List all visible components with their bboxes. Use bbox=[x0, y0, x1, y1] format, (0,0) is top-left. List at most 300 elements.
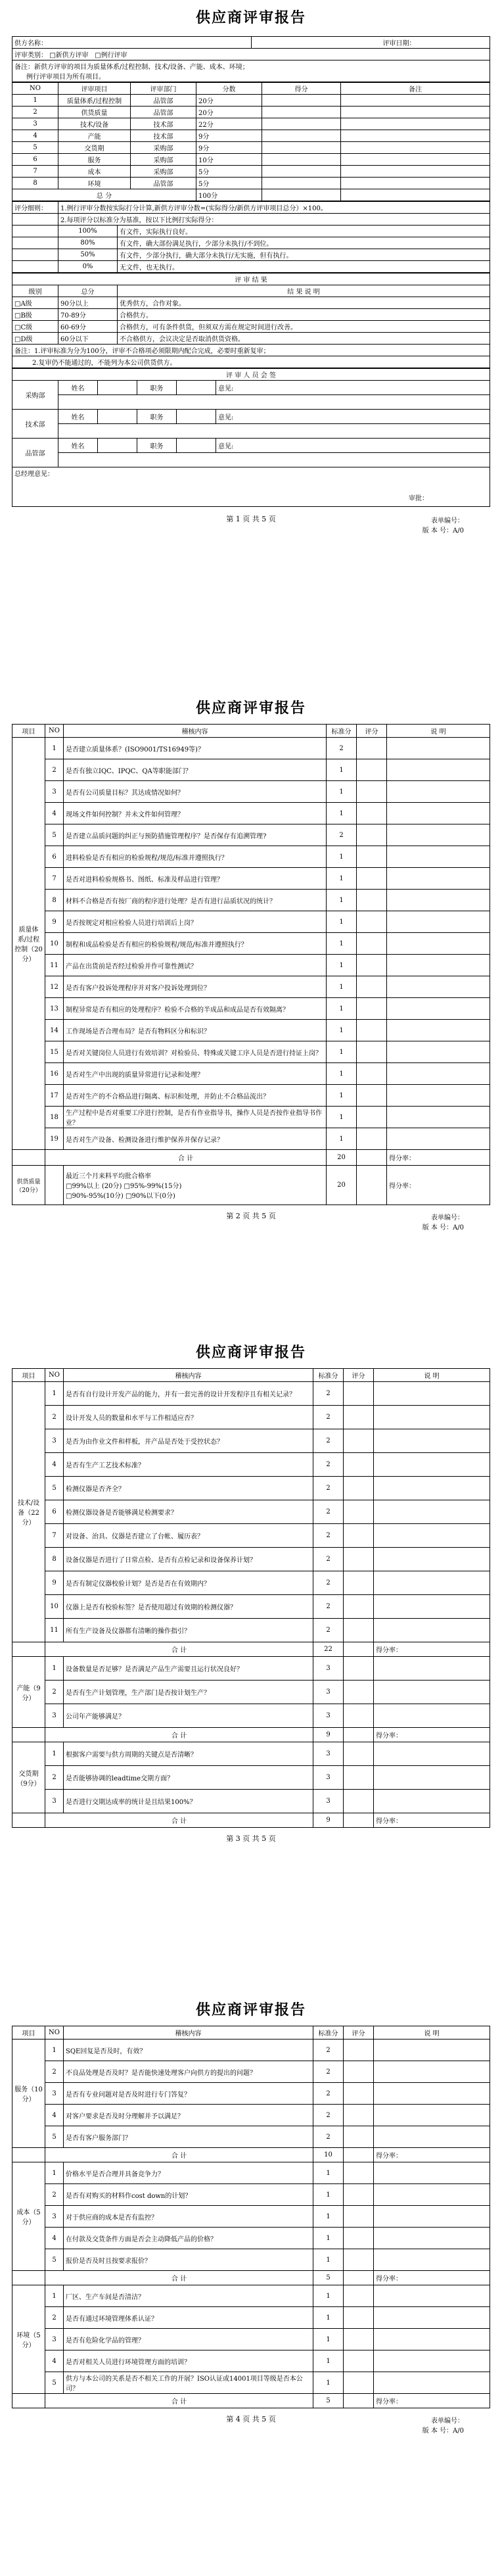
audit-row bbox=[12, 976, 490, 998]
page-number: 第 4 页 共 5 页 bbox=[226, 2415, 276, 2423]
supply-options[interactable] bbox=[64, 1166, 327, 1205]
audit-row bbox=[12, 998, 490, 1020]
row-std: 1 bbox=[327, 803, 357, 824]
row-no: 2 bbox=[45, 759, 64, 781]
row-content: 是否有制定仪器校验计划？是否是否在有效期内？ bbox=[64, 1571, 313, 1595]
doc-title: 供应商评审报告 bbox=[195, 1344, 306, 1361]
remark-input[interactable] bbox=[341, 95, 490, 107]
item-name: 服务 bbox=[58, 154, 131, 166]
row-content: 是否按规定对相应检验人员进行培训后上岗？ bbox=[64, 911, 327, 933]
member-name-input[interactable] bbox=[98, 381, 137, 395]
member-name-label: 姓名 bbox=[58, 439, 98, 453]
score-input[interactable] bbox=[262, 166, 341, 178]
audit-row bbox=[12, 1619, 490, 1642]
member-name-input[interactable] bbox=[98, 439, 137, 453]
row-note-input[interactable] bbox=[374, 2184, 490, 2206]
member-opinion[interactable]: 意见: bbox=[216, 410, 490, 424]
audit-row bbox=[12, 1406, 490, 1429]
item-name: 质量体系/过程控制 bbox=[58, 95, 131, 107]
audit-row bbox=[12, 1382, 490, 1406]
eval-date-field[interactable] bbox=[251, 37, 490, 49]
row-score-input[interactable] bbox=[344, 2350, 374, 2372]
row-note-input[interactable] bbox=[387, 1063, 490, 1085]
row-note-input[interactable] bbox=[374, 1571, 490, 1595]
page-number: 第 3 页 共 5 页 bbox=[226, 1834, 276, 1843]
row-note-input[interactable] bbox=[374, 1595, 490, 1619]
row-no: 5 bbox=[45, 2249, 64, 2271]
subtotal-std: 20 bbox=[327, 1150, 357, 1166]
row-note-input[interactable] bbox=[374, 2228, 490, 2249]
col-score: 分数 bbox=[196, 83, 262, 95]
audit-row bbox=[12, 933, 490, 955]
row-score-input[interactable] bbox=[357, 781, 387, 803]
row-note-input[interactable] bbox=[374, 1766, 490, 1790]
row-score-input[interactable] bbox=[357, 824, 387, 846]
result-row[interactable] bbox=[12, 309, 490, 321]
audit-row bbox=[12, 1429, 490, 1453]
row-no: 5 bbox=[45, 824, 64, 846]
row-std: 3 bbox=[313, 1790, 344, 1813]
row-note-input[interactable] bbox=[387, 846, 490, 868]
row-note-input[interactable] bbox=[387, 976, 490, 998]
row-no: 13 bbox=[45, 998, 64, 1020]
form-number: 表单编号： bbox=[431, 517, 464, 525]
row-note-input[interactable] bbox=[374, 1524, 490, 1548]
item-dept: 品管部 bbox=[131, 178, 196, 189]
row-content: 不良品处理是否及时？是否能快速处理客户向供方的提出的问题？ bbox=[64, 2061, 313, 2083]
row-note-input[interactable] bbox=[374, 2061, 490, 2083]
row-content: 是否有生产工艺技术标准？ bbox=[64, 1453, 313, 1477]
audit-row bbox=[12, 1657, 490, 1681]
col-no: NO bbox=[45, 2026, 64, 2039]
col-note: 说 明 bbox=[374, 1369, 490, 1382]
row-note-input[interactable] bbox=[387, 803, 490, 824]
row-score-input[interactable] bbox=[357, 890, 387, 911]
remark-2: 2.复审仍不能通过的，不能列为本公司供货供方。 bbox=[12, 356, 490, 368]
members-title: 评 审 人 员 会 签 bbox=[12, 369, 490, 381]
approve-label: 审批： bbox=[409, 495, 428, 502]
row-score-input[interactable] bbox=[344, 1657, 374, 1681]
row-std: 1 bbox=[327, 868, 357, 890]
row-note-input[interactable] bbox=[387, 1020, 490, 1041]
row-score-input[interactable] bbox=[344, 2228, 374, 2249]
row-note-input[interactable] bbox=[374, 1429, 490, 1453]
audit-row bbox=[12, 1041, 490, 1063]
result-range: 90分以上 bbox=[58, 297, 118, 309]
subtotal-label: 合 计 bbox=[45, 1642, 313, 1657]
row-note-input[interactable] bbox=[374, 1453, 490, 1477]
row-score-input[interactable] bbox=[344, 1382, 374, 1406]
row-score-input[interactable] bbox=[344, 2039, 374, 2061]
section-label: 质量体系/过程控制（20分） bbox=[12, 738, 45, 1150]
row-note-input[interactable] bbox=[374, 1500, 490, 1524]
row-content: 报价是否及时且按要求报价？ bbox=[64, 2249, 313, 2271]
member-role-input[interactable] bbox=[177, 439, 216, 453]
row-score-input[interactable] bbox=[357, 759, 387, 781]
table-row bbox=[12, 142, 490, 154]
subtotal-std: 10 bbox=[313, 2148, 344, 2162]
row-note-input[interactable] bbox=[387, 933, 490, 955]
row-std: 1 bbox=[327, 933, 357, 955]
result-row[interactable] bbox=[12, 297, 490, 309]
row-no: 1 bbox=[45, 2039, 64, 2061]
audit-row bbox=[12, 890, 490, 911]
score-input[interactable] bbox=[262, 118, 341, 130]
row-score-input[interactable] bbox=[344, 1500, 374, 1524]
table-row bbox=[12, 107, 490, 118]
row-note-input[interactable] bbox=[374, 1477, 490, 1500]
row-std: 1 bbox=[327, 759, 357, 781]
row-content: 是否有公司质量目标？其达成情况如何？ bbox=[64, 781, 327, 803]
row-content: 材料不合格是否有按厂商的程序进行处理？是否有进行品质状况的统计？ bbox=[64, 890, 327, 911]
col-no: NO bbox=[12, 83, 58, 95]
result-level: □B级 bbox=[12, 309, 58, 321]
row-score-input[interactable] bbox=[344, 1429, 374, 1453]
audit-row bbox=[12, 1681, 490, 1704]
page-3 bbox=[12, 1341, 490, 1844]
row-note-input[interactable] bbox=[387, 955, 490, 976]
row-note-input[interactable] bbox=[374, 2307, 490, 2329]
total-score: 100分 bbox=[196, 189, 262, 201]
row-content: 制程异常是否有相应的处理程序？检验不合格的半成品和成品是否有效隔离？ bbox=[64, 998, 327, 1020]
score-rate: 得分率： bbox=[374, 2148, 490, 2162]
col-content: 稽核内容 bbox=[64, 725, 327, 738]
row-note-input[interactable] bbox=[374, 2285, 490, 2307]
audit-row bbox=[12, 2162, 490, 2184]
audit-row bbox=[12, 2083, 490, 2105]
quality-table bbox=[12, 724, 490, 1205]
result-desc: 优秀供方，合作对象。 bbox=[118, 297, 490, 309]
row-score-input[interactable] bbox=[357, 1085, 387, 1107]
row-score-input[interactable] bbox=[344, 1453, 374, 1477]
score-input[interactable] bbox=[262, 107, 341, 118]
col-item: 评审项目 bbox=[58, 83, 131, 95]
row-score-input[interactable] bbox=[344, 2061, 374, 2083]
row-score-input[interactable] bbox=[357, 1020, 387, 1041]
result-col-level: 级别 bbox=[12, 285, 58, 297]
member-opinion[interactable]: 意见: bbox=[216, 381, 490, 395]
member-role-label: 职务 bbox=[137, 381, 177, 395]
doc-title: 供应商评审报告 bbox=[195, 700, 306, 717]
row-content: 设备仪器是否进行了日常点检、是否有点检记录和设备保养计划？ bbox=[64, 1548, 313, 1571]
rule-2: 2.每项评分以标准分为基准，按以下比例打实际得分： bbox=[58, 214, 490, 226]
row-no: 11 bbox=[45, 955, 64, 976]
row-score-input[interactable] bbox=[357, 955, 387, 976]
row-std: 1 bbox=[327, 998, 357, 1020]
row-note-input[interactable] bbox=[374, 1382, 490, 1406]
row-no: 2 bbox=[45, 2061, 64, 2083]
item-dept: 采购部 bbox=[131, 142, 196, 154]
row-no: 9 bbox=[45, 911, 64, 933]
row-note-input[interactable] bbox=[374, 1681, 490, 1704]
row-std: 3 bbox=[313, 1704, 344, 1728]
remark-input[interactable] bbox=[341, 166, 490, 178]
item-score: 20分 bbox=[196, 107, 262, 118]
total-label: 总 分 bbox=[12, 189, 196, 201]
row-content: 生产过程中是否对重要工序进行控制，是否有作业指导书，操作人员是否按作业指导书作业？ bbox=[64, 1107, 327, 1128]
page-4 bbox=[12, 1999, 490, 2435]
row-std: 2 bbox=[313, 1477, 344, 1500]
row-std: 2 bbox=[313, 1595, 344, 1619]
result-row[interactable] bbox=[12, 321, 490, 333]
row-content: 是否有客户服务部门？ bbox=[64, 2126, 313, 2148]
row-score-input[interactable] bbox=[344, 2184, 374, 2206]
item-dept: 采购部 bbox=[131, 154, 196, 166]
row-score-input[interactable] bbox=[344, 2307, 374, 2329]
row-note-input[interactable] bbox=[374, 1406, 490, 1429]
member-role-input[interactable] bbox=[177, 410, 216, 424]
doc-title: 供应商评审报告 bbox=[195, 2001, 306, 2018]
row-note-input[interactable] bbox=[387, 824, 490, 846]
row-note-input[interactable] bbox=[387, 738, 490, 759]
member-name-input[interactable] bbox=[98, 410, 137, 424]
row-note-input[interactable] bbox=[387, 890, 490, 911]
audit-row bbox=[12, 868, 490, 890]
row-score-input[interactable] bbox=[357, 1041, 387, 1063]
row-note-input[interactable] bbox=[374, 2329, 490, 2350]
result-row[interactable] bbox=[12, 333, 490, 345]
row-note-input[interactable] bbox=[374, 2039, 490, 2061]
row-score-input[interactable] bbox=[357, 1128, 387, 1150]
row-content: 是否有自行设计开发产品的能力，并有一套完善的设计开发程序且有相关记录？ bbox=[64, 1382, 313, 1406]
audit-row bbox=[12, 1128, 490, 1150]
row-content: 是否为由作业文件和样板，并产品是否处于受控状态？ bbox=[64, 1429, 313, 1453]
col-content: 稽核内容 bbox=[64, 2026, 313, 2039]
row-content: 根据客户需要与供方周期的关键点是否清晰？ bbox=[64, 1742, 313, 1766]
ratio-pct: 80% bbox=[58, 237, 118, 249]
supply-line-option[interactable]: □99%以上 (20分) □95%-99%(15分) bbox=[66, 1183, 182, 1190]
checkbox-periodic[interactable]: □ bbox=[95, 52, 101, 59]
score-rate: 得分率： bbox=[374, 1813, 490, 1828]
ratio-pct: 100% bbox=[58, 226, 118, 237]
row-score-input[interactable] bbox=[344, 1571, 374, 1595]
row-score-input[interactable] bbox=[344, 1595, 374, 1619]
row-score-input[interactable] bbox=[357, 976, 387, 998]
row-note-input[interactable] bbox=[374, 1790, 490, 1813]
row-note-input[interactable] bbox=[387, 1128, 490, 1150]
col-content: 稽核内容 bbox=[64, 1369, 313, 1382]
row-score-input[interactable] bbox=[344, 2372, 374, 2394]
row-std: 3 bbox=[313, 1766, 344, 1790]
row-note-input[interactable] bbox=[387, 1107, 490, 1128]
row-note-input[interactable] bbox=[374, 1742, 490, 1766]
result-desc: 合格供方。 bbox=[118, 309, 490, 321]
row-score-input[interactable] bbox=[357, 998, 387, 1020]
item-dept: 采购部 bbox=[131, 166, 196, 178]
row-score-input[interactable] bbox=[357, 868, 387, 890]
row-note-input[interactable] bbox=[374, 2206, 490, 2228]
score-input[interactable] bbox=[262, 130, 341, 142]
row-note-input[interactable] bbox=[387, 911, 490, 933]
remark-input[interactable] bbox=[341, 130, 490, 142]
row-content: 工作现场是否合理布局？是否有物料区分和标识？ bbox=[64, 1020, 327, 1041]
row-score-input[interactable] bbox=[357, 803, 387, 824]
row-note-input[interactable] bbox=[374, 2083, 490, 2105]
row-std: 1 bbox=[327, 1085, 357, 1107]
row-no: 11 bbox=[45, 1619, 64, 1642]
row-score-input[interactable] bbox=[344, 2206, 374, 2228]
row-score-input[interactable] bbox=[344, 1790, 374, 1813]
row-score-input[interactable] bbox=[357, 738, 387, 759]
total-got-input[interactable] bbox=[262, 189, 341, 201]
audit-row bbox=[12, 781, 490, 803]
row-std: 1 bbox=[327, 1041, 357, 1063]
row-std: 1 bbox=[313, 2228, 344, 2249]
row-no: 9 bbox=[45, 1571, 64, 1595]
col-std: 标准分 bbox=[313, 1369, 344, 1382]
item-score: 10分 bbox=[196, 154, 262, 166]
row-content: 是否对生产中出现的质量异常进行记录和处理？ bbox=[64, 1063, 327, 1085]
table-row bbox=[12, 130, 490, 142]
row-score-input[interactable] bbox=[344, 2285, 374, 2307]
audit-row bbox=[12, 1500, 490, 1524]
remark-input[interactable] bbox=[341, 142, 490, 154]
score-input[interactable] bbox=[262, 95, 341, 107]
audit-row bbox=[12, 846, 490, 868]
section-label: 成本（5分） bbox=[12, 2162, 45, 2271]
row-score-input[interactable] bbox=[344, 1477, 374, 1500]
row-score-input[interactable] bbox=[344, 2329, 374, 2350]
row-score-input[interactable] bbox=[357, 846, 387, 868]
remark-input[interactable] bbox=[341, 107, 490, 118]
items-header-row bbox=[12, 83, 490, 95]
subtotal-label: 合 计 bbox=[45, 2394, 313, 2408]
row-score-input[interactable] bbox=[357, 933, 387, 955]
gm-opinion-field[interactable] bbox=[12, 467, 490, 507]
table-row bbox=[12, 118, 490, 130]
supply-line-option[interactable]: □90%-95%(10分) □90%以下(0分) bbox=[66, 1193, 175, 1200]
col-project: 项目 bbox=[12, 1369, 45, 1382]
doc-title: 供应商评审报告 bbox=[195, 9, 306, 26]
member-opinion[interactable]: 意见: bbox=[216, 439, 490, 453]
ratio-desc: 无文件，也无执行。 bbox=[118, 261, 490, 273]
item-score: 5分 bbox=[196, 166, 262, 178]
header-table bbox=[12, 36, 490, 82]
row-content: 价格水平是否合理并具备竞争力？ bbox=[64, 2162, 313, 2184]
audit-row bbox=[12, 2228, 490, 2249]
row-note-input[interactable] bbox=[374, 2372, 490, 2394]
row-score-input[interactable] bbox=[344, 2083, 374, 2105]
row-content: 是否建立品质问题的纠正与预防措施管理程序？是否保存有追溯管理? bbox=[64, 824, 327, 846]
row-note-input[interactable] bbox=[374, 1657, 490, 1681]
row-note-input[interactable] bbox=[374, 2249, 490, 2271]
row-std: 1 bbox=[327, 1128, 357, 1150]
row-score-input[interactable] bbox=[344, 2249, 374, 2271]
row-note-input[interactable] bbox=[374, 1619, 490, 1642]
subtotal-std: 5 bbox=[313, 2394, 344, 2408]
row-std: 1 bbox=[327, 911, 357, 933]
row-no: 6 bbox=[45, 846, 64, 868]
score-input[interactable] bbox=[262, 142, 341, 154]
member-dept: 技术部 bbox=[12, 410, 58, 439]
audit-row bbox=[12, 2329, 490, 2350]
item-no: 2 bbox=[12, 107, 58, 118]
row-score-input[interactable] bbox=[344, 1619, 374, 1642]
member-role-input[interactable] bbox=[177, 381, 216, 395]
row-std: 2 bbox=[327, 738, 357, 759]
subtotal-label: 合 计 bbox=[45, 1728, 313, 1742]
row-no: 4 bbox=[45, 2228, 64, 2249]
row-note-input[interactable] bbox=[374, 1704, 490, 1728]
supply-line-title: 最近三个月来料平均批合格率 bbox=[66, 1173, 151, 1180]
row-note-input[interactable] bbox=[387, 1041, 490, 1063]
row-score-input[interactable] bbox=[357, 1063, 387, 1085]
row-score-input[interactable] bbox=[344, 2105, 374, 2126]
row-no: 14 bbox=[45, 1020, 64, 1041]
row-note-input[interactable] bbox=[374, 1548, 490, 1571]
row-score-input[interactable] bbox=[344, 1406, 374, 1429]
row-std: 2 bbox=[327, 824, 357, 846]
row-note-input[interactable] bbox=[374, 2105, 490, 2126]
row-content: 在付款及交货条件方面是否会主动降低产品的价格？ bbox=[64, 2228, 313, 2249]
result-level: □A级 bbox=[12, 297, 58, 309]
subtotal-label: 合 计 bbox=[45, 1150, 327, 1166]
note-row bbox=[12, 60, 490, 82]
row-note-input[interactable] bbox=[387, 759, 490, 781]
row-std: 2 bbox=[313, 2126, 344, 2148]
row-score-input[interactable] bbox=[344, 2162, 374, 2184]
row-note-input[interactable] bbox=[387, 868, 490, 890]
col-project: 项目 bbox=[12, 725, 45, 738]
row-std: 1 bbox=[327, 1107, 357, 1128]
row-std: 1 bbox=[327, 976, 357, 998]
row-note-input[interactable] bbox=[387, 998, 490, 1020]
row-score-input[interactable] bbox=[344, 1704, 374, 1728]
row-std: 1 bbox=[313, 2285, 344, 2307]
remark-input[interactable] bbox=[341, 178, 490, 189]
row-score-input[interactable] bbox=[344, 1681, 374, 1704]
item-score: 9分 bbox=[196, 130, 262, 142]
form-number: 表单编号： bbox=[431, 1214, 464, 1222]
row-std: 3 bbox=[313, 1742, 344, 1766]
row-no: 3 bbox=[45, 2083, 64, 2105]
row-note-input[interactable] bbox=[387, 781, 490, 803]
row-score-input[interactable] bbox=[344, 1742, 374, 1766]
row-std: 1 bbox=[327, 955, 357, 976]
remark-input[interactable] bbox=[341, 154, 490, 166]
row-score-input[interactable] bbox=[344, 1548, 374, 1571]
audit-row bbox=[12, 1595, 490, 1619]
row-note-input[interactable] bbox=[374, 2350, 490, 2372]
row-note-input[interactable] bbox=[374, 2162, 490, 2184]
item-name: 供货质量 bbox=[58, 107, 131, 118]
row-score-input[interactable] bbox=[344, 1524, 374, 1548]
item-no: 3 bbox=[12, 118, 58, 130]
score-input[interactable] bbox=[262, 154, 341, 166]
row-score-input[interactable] bbox=[357, 1107, 387, 1128]
row-score-input[interactable] bbox=[357, 911, 387, 933]
row-score-input[interactable] bbox=[344, 1766, 374, 1790]
member-role-label: 职务 bbox=[137, 410, 177, 424]
row-content: 是否有独立IQC、IPQC、QA等职能部门？ bbox=[64, 759, 327, 781]
checkbox-new[interactable]: □ bbox=[49, 52, 56, 59]
supplier-name-field[interactable] bbox=[12, 37, 252, 49]
row-note-input[interactable] bbox=[387, 1085, 490, 1107]
result-level: □C级 bbox=[12, 321, 58, 333]
subtotal-label: 合 计 bbox=[45, 2271, 313, 2285]
member-dept: 品管部 bbox=[12, 439, 58, 467]
section-label: 环境（5分） bbox=[12, 2285, 45, 2394]
remark-input[interactable] bbox=[341, 118, 490, 130]
row-std: 2 bbox=[313, 1524, 344, 1548]
row-score-input[interactable] bbox=[344, 2126, 374, 2148]
audit-row bbox=[12, 1704, 490, 1728]
row-note-input[interactable] bbox=[374, 2126, 490, 2148]
page-2 bbox=[12, 697, 490, 1231]
row-std: 1 bbox=[313, 2184, 344, 2206]
row-std: 1 bbox=[327, 846, 357, 868]
score-input[interactable] bbox=[262, 178, 341, 189]
